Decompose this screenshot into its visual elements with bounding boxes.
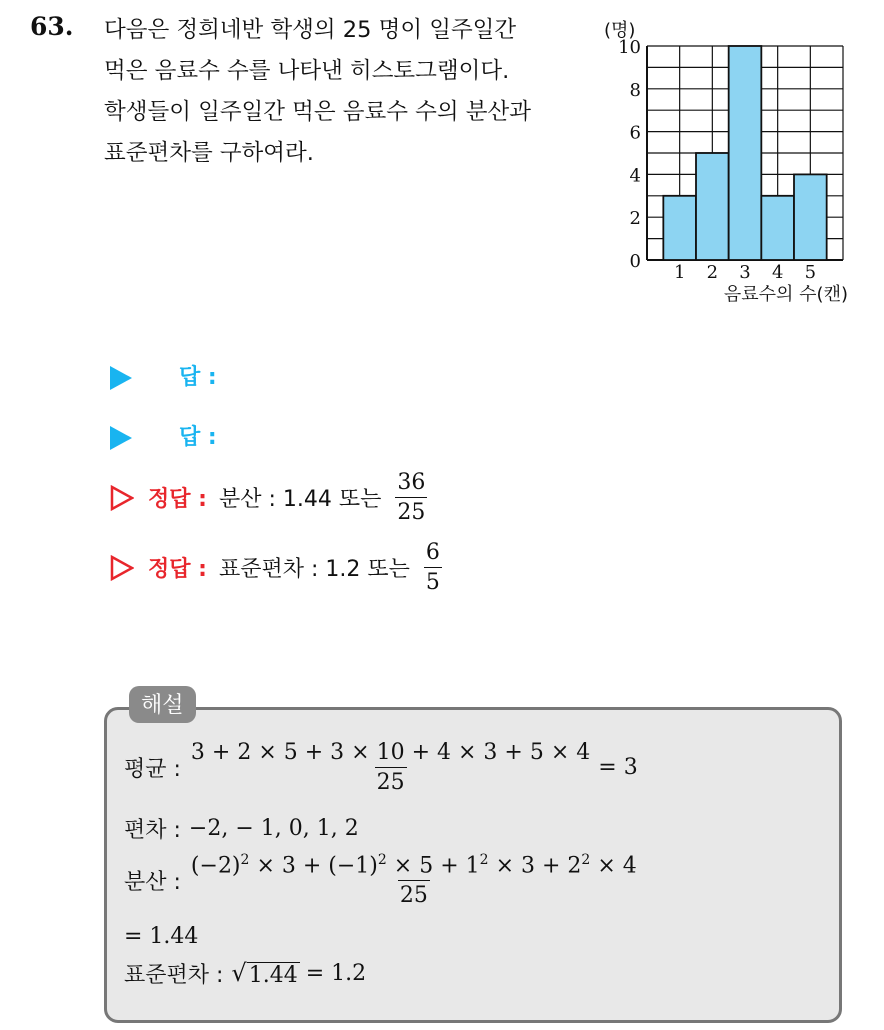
histogram-bar — [663, 196, 696, 260]
solution-text: 표준편차 : 1.2 또는 — [218, 557, 410, 582]
deviation-line — [124, 813, 359, 844]
answer-label: 답 : — [179, 425, 217, 450]
variance-denominator: 25 — [398, 880, 430, 908]
sd-result: = 1.2 — [305, 961, 367, 986]
mean-fraction — [189, 740, 592, 795]
fraction-denominator: 25 — [395, 497, 427, 525]
histogram-bar — [761, 196, 794, 260]
triangle-icon — [110, 366, 132, 390]
deviation-values: −2, − 1, 0, 1, 2 — [188, 816, 359, 841]
question-line: 다음은 정희네반 학생의 25 명이 일주일간 — [104, 17, 517, 43]
question-line: 표준편차를 구하여라. — [104, 140, 314, 166]
explanation-tag: 해설 — [129, 686, 196, 723]
solution-line — [110, 470, 427, 525]
outline-triangle-icon — [110, 555, 134, 581]
y-tick-label: 4 — [629, 165, 641, 187]
fraction — [395, 470, 427, 525]
mean-equation — [124, 740, 638, 795]
x-axis-label: 음료수의 수(캔) — [723, 284, 848, 305]
x-tick-label: 1 — [673, 262, 686, 283]
x-tick-label: 3 — [739, 262, 751, 283]
fraction — [424, 540, 442, 595]
sqrt-icon: √ — [231, 959, 247, 987]
question-text — [104, 10, 594, 174]
y-tick-label: 6 — [629, 122, 641, 144]
mean-result: = 3 — [598, 755, 638, 780]
mean-numerator: 3 + 2 × 5 + 3 × 10 + 4 × 3 + 5 × 4 — [190, 740, 591, 765]
sqrt-expression — [231, 959, 299, 988]
y-axis-label: (명) — [604, 20, 636, 41]
solution-label: 정답 : — [148, 557, 207, 582]
variance-label: 분산 : — [124, 869, 181, 895]
x-tick-label: 2 — [706, 262, 719, 283]
y-tick-label: 2 — [629, 208, 641, 230]
x-tick-label: 4 — [771, 262, 784, 283]
question-line: 학생들이 일주일간 먹은 음료수 수의 분산과 — [104, 99, 531, 125]
fraction-numerator: 6 — [425, 540, 440, 565]
deviation-label: 편차 : — [124, 818, 181, 843]
variance-fraction — [189, 852, 639, 908]
variance-result — [124, 924, 198, 949]
triangle-icon — [110, 426, 132, 450]
answer-line — [110, 360, 217, 391]
sqrt-radicand: 1.44 — [248, 963, 298, 988]
solution-text: 분산 : 1.44 또는 — [218, 487, 382, 512]
solution-label: 정답 : — [148, 487, 207, 512]
x-tick-label: 5 — [804, 262, 817, 283]
histogram-chart — [600, 18, 870, 308]
fraction-numerator: 36 — [397, 470, 426, 495]
answer-label: 답 : — [179, 365, 217, 390]
y-tick-label: 0 — [629, 251, 641, 272]
solution-line — [110, 540, 442, 595]
histogram-bar — [729, 46, 762, 260]
mean-label: 평균 : — [124, 757, 181, 782]
answer-line — [110, 420, 217, 451]
variance-result-value: = 1.44 — [124, 924, 199, 949]
variance-numerator: $(-2)^2 \times 3 + (-1)^2 \times 5 + 1^2 \times 3 + 2^2 \times 4$ — [190, 852, 637, 879]
sd-label: 표준편차 : — [124, 963, 224, 988]
sd-equation — [124, 958, 366, 989]
outline-triangle-icon — [110, 485, 134, 511]
variance-equation — [124, 852, 645, 908]
fraction-denominator: 5 — [424, 567, 442, 595]
histogram-bar — [794, 174, 827, 260]
question-number: 63. — [30, 12, 74, 41]
y-tick-label: 10 — [618, 37, 641, 58]
y-tick-label: 8 — [629, 79, 641, 101]
mean-denominator: 25 — [375, 767, 407, 795]
question-line: 먹은 음료수 수를 나타낸 히스토그램이다. — [104, 58, 510, 84]
histogram-bar — [696, 153, 729, 260]
